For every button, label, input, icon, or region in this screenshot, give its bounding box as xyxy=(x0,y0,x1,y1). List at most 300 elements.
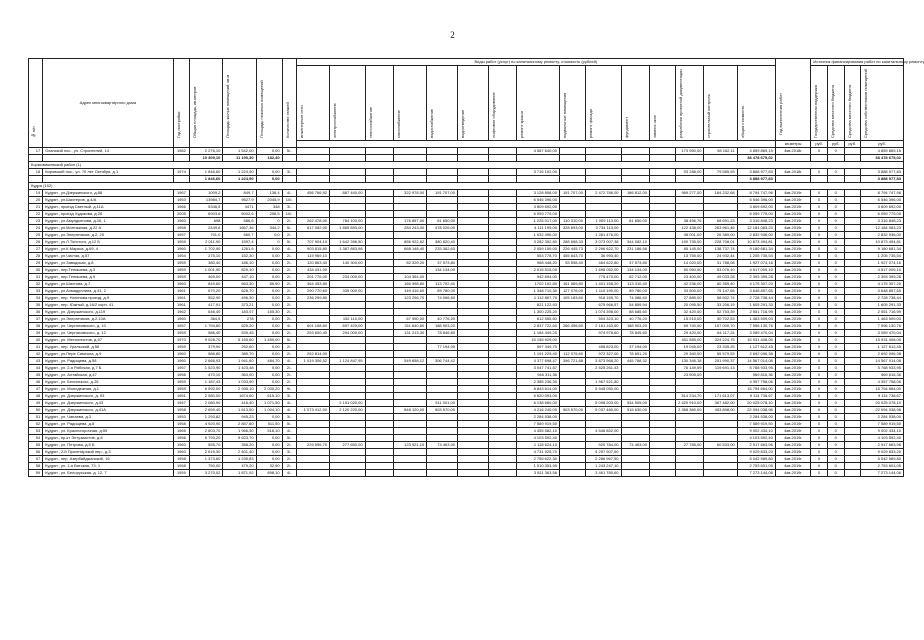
cost-cell xyxy=(621,365,649,372)
row-living-area: 829,10 xyxy=(223,267,256,274)
fin-total-cell: 3 809 692,00 xyxy=(861,204,904,211)
fin-cell xyxy=(811,155,828,162)
cost-cell xyxy=(365,393,393,400)
row-year-done: 4кв.2019г xyxy=(775,204,811,211)
cost-cell: 15 931 408,05 xyxy=(737,337,775,344)
cost-cell: 22 094 038,98 xyxy=(737,407,775,414)
row-living-area: 1 224,90 xyxy=(223,176,256,183)
cost-cell xyxy=(330,365,366,372)
cost-cell: 29 340,00 xyxy=(676,351,704,358)
fin-total-cell: 1 205 735,54 xyxy=(861,253,904,260)
cost-cell: 127 076,00 xyxy=(559,288,585,295)
cost-cell xyxy=(394,148,427,155)
row-year: 1962 xyxy=(173,309,190,316)
cost-cell xyxy=(427,197,458,204)
cost-cell: 1 073 412,00 xyxy=(296,407,329,414)
fin-cell: 0 xyxy=(811,323,828,330)
cost-cell xyxy=(649,358,675,365)
row-living-area: 1597,4 xyxy=(223,239,256,246)
cost-cell xyxy=(458,365,489,372)
cost-cell: 3 073 007,38 xyxy=(585,239,621,246)
row-living-area: 1 235,83 xyxy=(223,456,256,463)
row-nonliving-area: 182,40 xyxy=(256,155,282,162)
row-year-done: 4кв.2019г xyxy=(775,470,811,477)
row-nonliving-area: 0,00 xyxy=(256,323,282,330)
cost-cell: 1 019 306,52 xyxy=(296,358,329,365)
row-living-area: 539,45 xyxy=(223,330,256,337)
row-address: Кудрят., ул.Дзержинского, д.88 xyxy=(43,190,173,197)
cost-cell: 23 400,00 xyxy=(676,274,704,281)
cost-cell xyxy=(649,337,675,344)
row-nonliving-area: 484,70 xyxy=(256,358,282,365)
row-nonliving-area: 0,00 xyxy=(256,365,282,372)
subtotal-row xyxy=(29,155,904,162)
row-nonliving-area: 0,00 xyxy=(256,295,282,302)
cost-cell: 920 784,00 xyxy=(585,442,621,449)
cost-cell: 149 416,60 xyxy=(394,288,427,295)
cost-cell xyxy=(427,337,458,344)
fin-total-cell: 2 832 936,00 xyxy=(861,232,904,239)
row-year-done: 4кв.2019г xyxy=(775,463,811,470)
cost-cell: 5 768 933,95 xyxy=(737,365,775,372)
cost-cell: 93 288,00 xyxy=(676,169,704,176)
cost-cell: 31 788,08 xyxy=(704,260,737,267)
cost-cell: 707 904,10 xyxy=(296,239,329,246)
cost-cell xyxy=(427,155,458,162)
row-address: Кудрят., ул.Чистая, д.57 xyxy=(43,253,173,260)
row-address: Кудрят., ул. Дзержинского, д.41А xyxy=(43,407,173,414)
row-area: 417,91 xyxy=(190,302,223,309)
cost-cell: 12 184 083,23 xyxy=(737,225,775,232)
cost-cell xyxy=(621,211,649,218)
cost-cell xyxy=(704,204,737,211)
cost-cell xyxy=(704,414,737,421)
cost-cell: 37 194,00 xyxy=(621,344,649,351)
cost-cell xyxy=(296,428,329,435)
cost-cell: 2 728 738,44 xyxy=(737,295,775,302)
cost-cell: 6 059 779,00 xyxy=(517,211,560,218)
row-year xyxy=(173,155,190,162)
cost-cell xyxy=(330,302,366,309)
cost-cell xyxy=(559,344,585,351)
row-year-done: 4кв.2019г xyxy=(775,316,811,323)
row-nonliving-area: 0,00 xyxy=(256,169,282,176)
fin-cell: 0 xyxy=(811,456,828,463)
cost-cell xyxy=(365,365,393,372)
row-living-area: 2 935,10 xyxy=(223,386,256,393)
table-body xyxy=(29,148,904,477)
cost-cell xyxy=(649,344,675,351)
fin-total-cell: 9 114 738,67 xyxy=(861,393,904,400)
fin-total-cell: 2 917 663,96 xyxy=(861,442,904,449)
row-living-area: 373,21 xyxy=(223,302,256,309)
row-year: 1966 xyxy=(173,204,190,211)
cost-cell: 1 865 893,00 xyxy=(330,225,366,232)
cost-cell xyxy=(458,155,489,162)
cost-cell: 69 740,00 xyxy=(676,323,704,330)
cost-cell: 612 555,60 xyxy=(517,316,560,323)
cost-cell xyxy=(488,309,516,316)
cost-cell xyxy=(296,155,329,162)
row-year-done: 4кв.2019г xyxy=(775,456,811,463)
cost-cell: 511 001,00 xyxy=(427,400,458,407)
cost-cell xyxy=(649,288,675,295)
row-address: Кудрят., пер.Тенишева, д.3 xyxy=(43,267,173,274)
cost-cell xyxy=(296,309,329,316)
cost-cell xyxy=(365,253,393,260)
cost-cell xyxy=(365,190,393,197)
fin-total-cell: 20 025 078,10 xyxy=(861,400,904,407)
cost-cell: 171 613,07 xyxy=(704,393,737,400)
row-year-done xyxy=(775,155,811,162)
cost-cell xyxy=(649,155,675,162)
row-nonliving-area: 0,00 xyxy=(256,260,282,267)
cost-cell xyxy=(394,393,427,400)
fin-cell: 0 xyxy=(811,463,828,470)
cost-cell: 74 066,60 xyxy=(427,295,458,302)
cost-cell: 306 744,42 xyxy=(427,358,458,365)
row-year-done: 4кв.2019г xyxy=(775,449,811,456)
row-area: 6 992,00 xyxy=(190,386,223,393)
row-living-area: 252,60 xyxy=(223,344,256,351)
fin-total-cell: 3 089 470,04 xyxy=(861,330,904,337)
row-year-done: 4кв.2019г xyxy=(775,379,811,386)
cost-cell: 4 546 852,00 xyxy=(585,428,621,435)
cost-cell: 1 009 113,00 xyxy=(585,218,621,225)
row-number: 55 xyxy=(29,442,43,449)
cost-cell: 3 047 741,87 xyxy=(517,365,560,372)
row-area: 1 001,90 xyxy=(190,267,223,274)
row-area: 470,10 xyxy=(190,372,223,379)
row-number: 29 xyxy=(29,260,43,267)
row-living-area: 1 423,48 xyxy=(223,365,256,372)
cost-cell xyxy=(488,372,516,379)
cost-cell xyxy=(394,463,427,470)
cost-cell xyxy=(365,400,393,407)
row-address: Кудрят., ул. Радищева, д.8 xyxy=(43,421,173,428)
cost-cell xyxy=(296,169,329,176)
row-year-done: 4кв.2019г xyxy=(775,267,811,274)
cost-cell xyxy=(676,428,704,435)
row-floors: 5/- xyxy=(282,337,296,344)
row-number: 20 xyxy=(29,197,43,204)
cost-cell xyxy=(365,463,393,470)
cost-cell xyxy=(458,281,489,288)
row-year: 1959 xyxy=(173,274,190,281)
row-year: 1959 xyxy=(173,470,190,477)
fin-cell: 0 xyxy=(827,407,844,414)
row-living-area: 9527,9 xyxy=(223,197,256,204)
fin-cell: 0 xyxy=(827,442,844,449)
fin-cell: 0 xyxy=(811,442,828,449)
cost-cell xyxy=(365,225,393,232)
cost-cell: 3 888 977,83 xyxy=(737,169,775,176)
cost-cell: 55 579,53 xyxy=(704,351,737,358)
fin-total-cell: 3 888 977,83 xyxy=(861,176,904,183)
cost-cell xyxy=(676,449,704,456)
cost-cell xyxy=(704,421,737,428)
cost-cell xyxy=(676,421,704,428)
row-area: 1 794,80 xyxy=(190,323,223,330)
cost-cell xyxy=(365,407,393,414)
fin-total-cell: 14 567 014,08 xyxy=(861,358,904,365)
cost-cell xyxy=(330,337,366,344)
cost-cell xyxy=(649,260,675,267)
row-area: 364,5 xyxy=(190,316,223,323)
fin-total-cell: 9 029 833,20 xyxy=(861,449,904,456)
row-area: 2 276,10 xyxy=(190,148,223,155)
row-floors: 2/- xyxy=(282,253,296,260)
cost-cell: 2 151 020,00 xyxy=(330,400,366,407)
row-nonliving-area: 344,2 xyxy=(256,225,282,232)
cost-cell: 53 076,10 xyxy=(704,267,737,274)
cost-cell: 2 015 515,00 xyxy=(517,267,560,274)
fin-cell: 0 xyxy=(827,414,844,421)
cost-cell xyxy=(330,344,366,351)
cost-cell xyxy=(427,211,458,218)
cost-cell xyxy=(676,386,704,393)
cost-cell xyxy=(427,351,458,358)
cost-cell xyxy=(704,435,737,442)
row-number: 49 xyxy=(29,400,43,407)
row-floors xyxy=(282,155,296,162)
cost-cell: 29 420,00 xyxy=(676,330,704,337)
cost-cell: 534 505,00 xyxy=(621,400,649,407)
cost-cell xyxy=(649,309,675,316)
cost-cell: 2 917 663,96 xyxy=(737,442,775,449)
row-nonliving-area: 155,30 xyxy=(256,309,282,316)
fin-total-cell: 3 648 857,65 xyxy=(861,288,904,295)
cost-cell xyxy=(330,393,366,400)
table-row xyxy=(29,316,904,323)
row-living-area: 416,40 xyxy=(223,400,256,407)
fin-cell: 0 xyxy=(811,267,828,274)
cost-cell xyxy=(458,232,489,239)
row-year-done: 4кв.2019г xyxy=(775,344,811,351)
cost-cell xyxy=(559,393,585,400)
row-nonliving-area: 1 071,50 xyxy=(256,400,282,407)
row-nonliving-area: 1 004,10 xyxy=(256,407,282,414)
cost-cell xyxy=(330,386,366,393)
cost-cell: 112 075,60 xyxy=(559,351,585,358)
cost-cell xyxy=(649,414,675,421)
table-row xyxy=(29,274,904,281)
cost-cell xyxy=(649,372,675,379)
cost-cell xyxy=(330,176,366,183)
table-row xyxy=(29,463,904,470)
cost-cell xyxy=(649,407,675,414)
fin-cell: 0 xyxy=(827,246,844,253)
cost-cell xyxy=(296,435,329,442)
row-number: 59 xyxy=(29,470,43,477)
cost-cell xyxy=(488,211,516,218)
cost-cell xyxy=(488,407,516,414)
row-living-area: 5 155,60 xyxy=(223,337,256,344)
cost-cell xyxy=(621,393,649,400)
fin-cell xyxy=(844,253,861,260)
row-living-area: 1 941,60 xyxy=(223,358,256,365)
fin-cell: 0 xyxy=(811,449,828,456)
cost-cell xyxy=(488,316,516,323)
cost-cell xyxy=(488,169,516,176)
cost-cell xyxy=(365,246,393,253)
row-living-area: 1674,60 xyxy=(223,393,256,400)
row-address: Кудрят., ул. Черняховского, д. 12 xyxy=(43,330,173,337)
row-nonliving-area: 898,10 xyxy=(256,470,282,477)
cost-cell: 1 074 398,00 xyxy=(585,309,621,316)
table-row xyxy=(29,197,904,204)
row-floors: 5/- xyxy=(282,435,296,442)
row-nonliving-area: 32,90 xyxy=(256,463,282,470)
cost-cell: 1 348 710,30 xyxy=(517,288,560,295)
cost-cell xyxy=(621,232,649,239)
cost-cell: 53 598,40 xyxy=(559,260,585,267)
cost-cell: 504 323,10 xyxy=(585,316,621,323)
fin-total-cell: 38 478 675,02 xyxy=(861,155,904,162)
table-row xyxy=(29,344,904,351)
cost-cell: 226 445,73 xyxy=(559,246,585,253)
cost-cell xyxy=(458,435,489,442)
cost-cell xyxy=(704,155,737,162)
cost-cell: 6 138 660,00 xyxy=(517,400,560,407)
cost-cell xyxy=(488,148,516,155)
cost-cell xyxy=(394,197,427,204)
cost-cell: 4 455 582,10 xyxy=(517,428,560,435)
cost-cell xyxy=(649,274,675,281)
header-unit: кв.метры xyxy=(775,141,811,148)
row-floors: 2/- xyxy=(282,365,296,372)
header-area-living: Площадь жилых помещений, кв.м xyxy=(223,59,256,148)
cost-cell: 697 420,00 xyxy=(330,323,366,330)
header-year: Год постройки xyxy=(173,59,190,148)
row-floors: 3/- xyxy=(282,169,296,176)
row-living-area: 849,7 xyxy=(223,190,256,197)
cost-cell: 188 903,20 xyxy=(427,323,458,330)
cost-cell: 335 000,00 xyxy=(330,288,366,295)
cost-cell xyxy=(458,225,489,232)
row-year-done: 4кв.2019г xyxy=(775,225,811,232)
fin-total-cell: 6 059 779,00 xyxy=(861,211,904,218)
cost-cell xyxy=(330,148,366,155)
cost-cell: 24 932,44 xyxy=(704,253,737,260)
cost-cell: 152 110,00 xyxy=(330,316,366,323)
header-cost-col: инженерные сети xyxy=(296,66,329,141)
row-floors: 10/- xyxy=(282,211,296,218)
fin-cell: 0 xyxy=(827,148,844,155)
cost-cell xyxy=(394,344,427,351)
cost-cell: 972 327,00 xyxy=(585,351,621,358)
cost-cell xyxy=(365,169,393,176)
cost-cell xyxy=(365,344,393,351)
table-row xyxy=(29,148,904,155)
row-number: 57 xyxy=(29,456,43,463)
row-floors: 2/- xyxy=(282,295,296,302)
cost-cell: 1 401 158,20 xyxy=(585,281,621,288)
cost-cell: 6 546 396,00 xyxy=(517,197,560,204)
cost-cell xyxy=(296,414,329,421)
cost-cell xyxy=(394,400,427,407)
row-number: 30 xyxy=(29,267,43,274)
table-row xyxy=(29,386,904,393)
cost-cell xyxy=(394,351,427,358)
row-year-done: 4кв.2019г xyxy=(775,330,811,337)
cost-cell xyxy=(559,337,585,344)
cost-cell: 14 567 014,08 xyxy=(737,358,775,365)
fin-cell: 0 xyxy=(827,316,844,323)
cost-cell xyxy=(330,449,366,456)
cost-cell xyxy=(296,337,329,344)
cost-cell xyxy=(365,176,393,183)
row-area: 469,00 xyxy=(190,274,223,281)
row-number xyxy=(29,155,43,162)
cost-cell xyxy=(394,204,427,211)
cost-cell xyxy=(330,463,366,470)
cost-cell: 253 600,40 xyxy=(296,330,329,337)
cost-cell: 503 570,00 xyxy=(559,407,585,414)
fin-cell xyxy=(844,456,861,463)
cost-cell: 2 393 399,28 xyxy=(737,274,775,281)
cost-cell xyxy=(427,463,458,470)
cost-cell xyxy=(621,421,649,428)
cost-cell xyxy=(458,211,489,218)
cost-cell xyxy=(427,421,458,428)
cost-cell: 1 967 521,80 xyxy=(585,379,621,386)
cost-cell xyxy=(427,414,458,421)
row-year: 1959 xyxy=(173,260,190,267)
cost-cell xyxy=(559,232,585,239)
fin-total-cell: 8 794 747,96 xyxy=(861,190,904,197)
cost-cell: 233 362,63 xyxy=(427,246,458,253)
cost-cell xyxy=(585,414,621,421)
cost-cell xyxy=(488,456,516,463)
row-year-done: 4кв.2019г xyxy=(775,239,811,246)
cost-cell xyxy=(676,155,704,162)
cost-cell xyxy=(488,337,516,344)
row-nonliving-area: 0,00 xyxy=(256,274,282,281)
fin-cell: 0 xyxy=(811,414,828,421)
cost-cell: 64 117,24 xyxy=(704,330,737,337)
cost-cell xyxy=(649,253,675,260)
cost-cell: 503 570,00 xyxy=(427,407,458,414)
row-living-area: 1 966,30 xyxy=(223,428,256,435)
header-year-done: Год выполнения работ xyxy=(775,59,811,141)
row-nonliving-area: 0,00 xyxy=(256,372,282,379)
row-year: 1958 xyxy=(173,225,190,232)
cost-cell xyxy=(621,372,649,379)
cost-cell xyxy=(649,379,675,386)
table-row xyxy=(29,190,904,197)
fin-cell xyxy=(827,155,844,162)
fin-cell xyxy=(844,176,861,183)
cost-cell xyxy=(649,393,675,400)
fin-cell: 0 xyxy=(811,302,828,309)
header-cost-col: ремонт фасада xyxy=(585,66,621,141)
header-unit: руб. xyxy=(827,141,844,148)
cost-cell xyxy=(458,309,489,316)
cost-cell xyxy=(559,365,585,372)
fin-cell: 0 xyxy=(811,295,828,302)
fin-cell: 0 xyxy=(827,169,844,176)
cost-cell xyxy=(649,204,675,211)
table-row xyxy=(29,169,904,176)
cost-cell xyxy=(458,330,489,337)
cost-cell xyxy=(296,302,329,309)
fin-cell xyxy=(844,365,861,372)
cost-cell: 15 155 929,00 xyxy=(517,337,560,344)
row-year-done: 4кв.2019г xyxy=(775,302,811,309)
header-unit: руб. xyxy=(861,141,904,148)
section-title: Кормовишевский район (1) xyxy=(29,162,904,169)
